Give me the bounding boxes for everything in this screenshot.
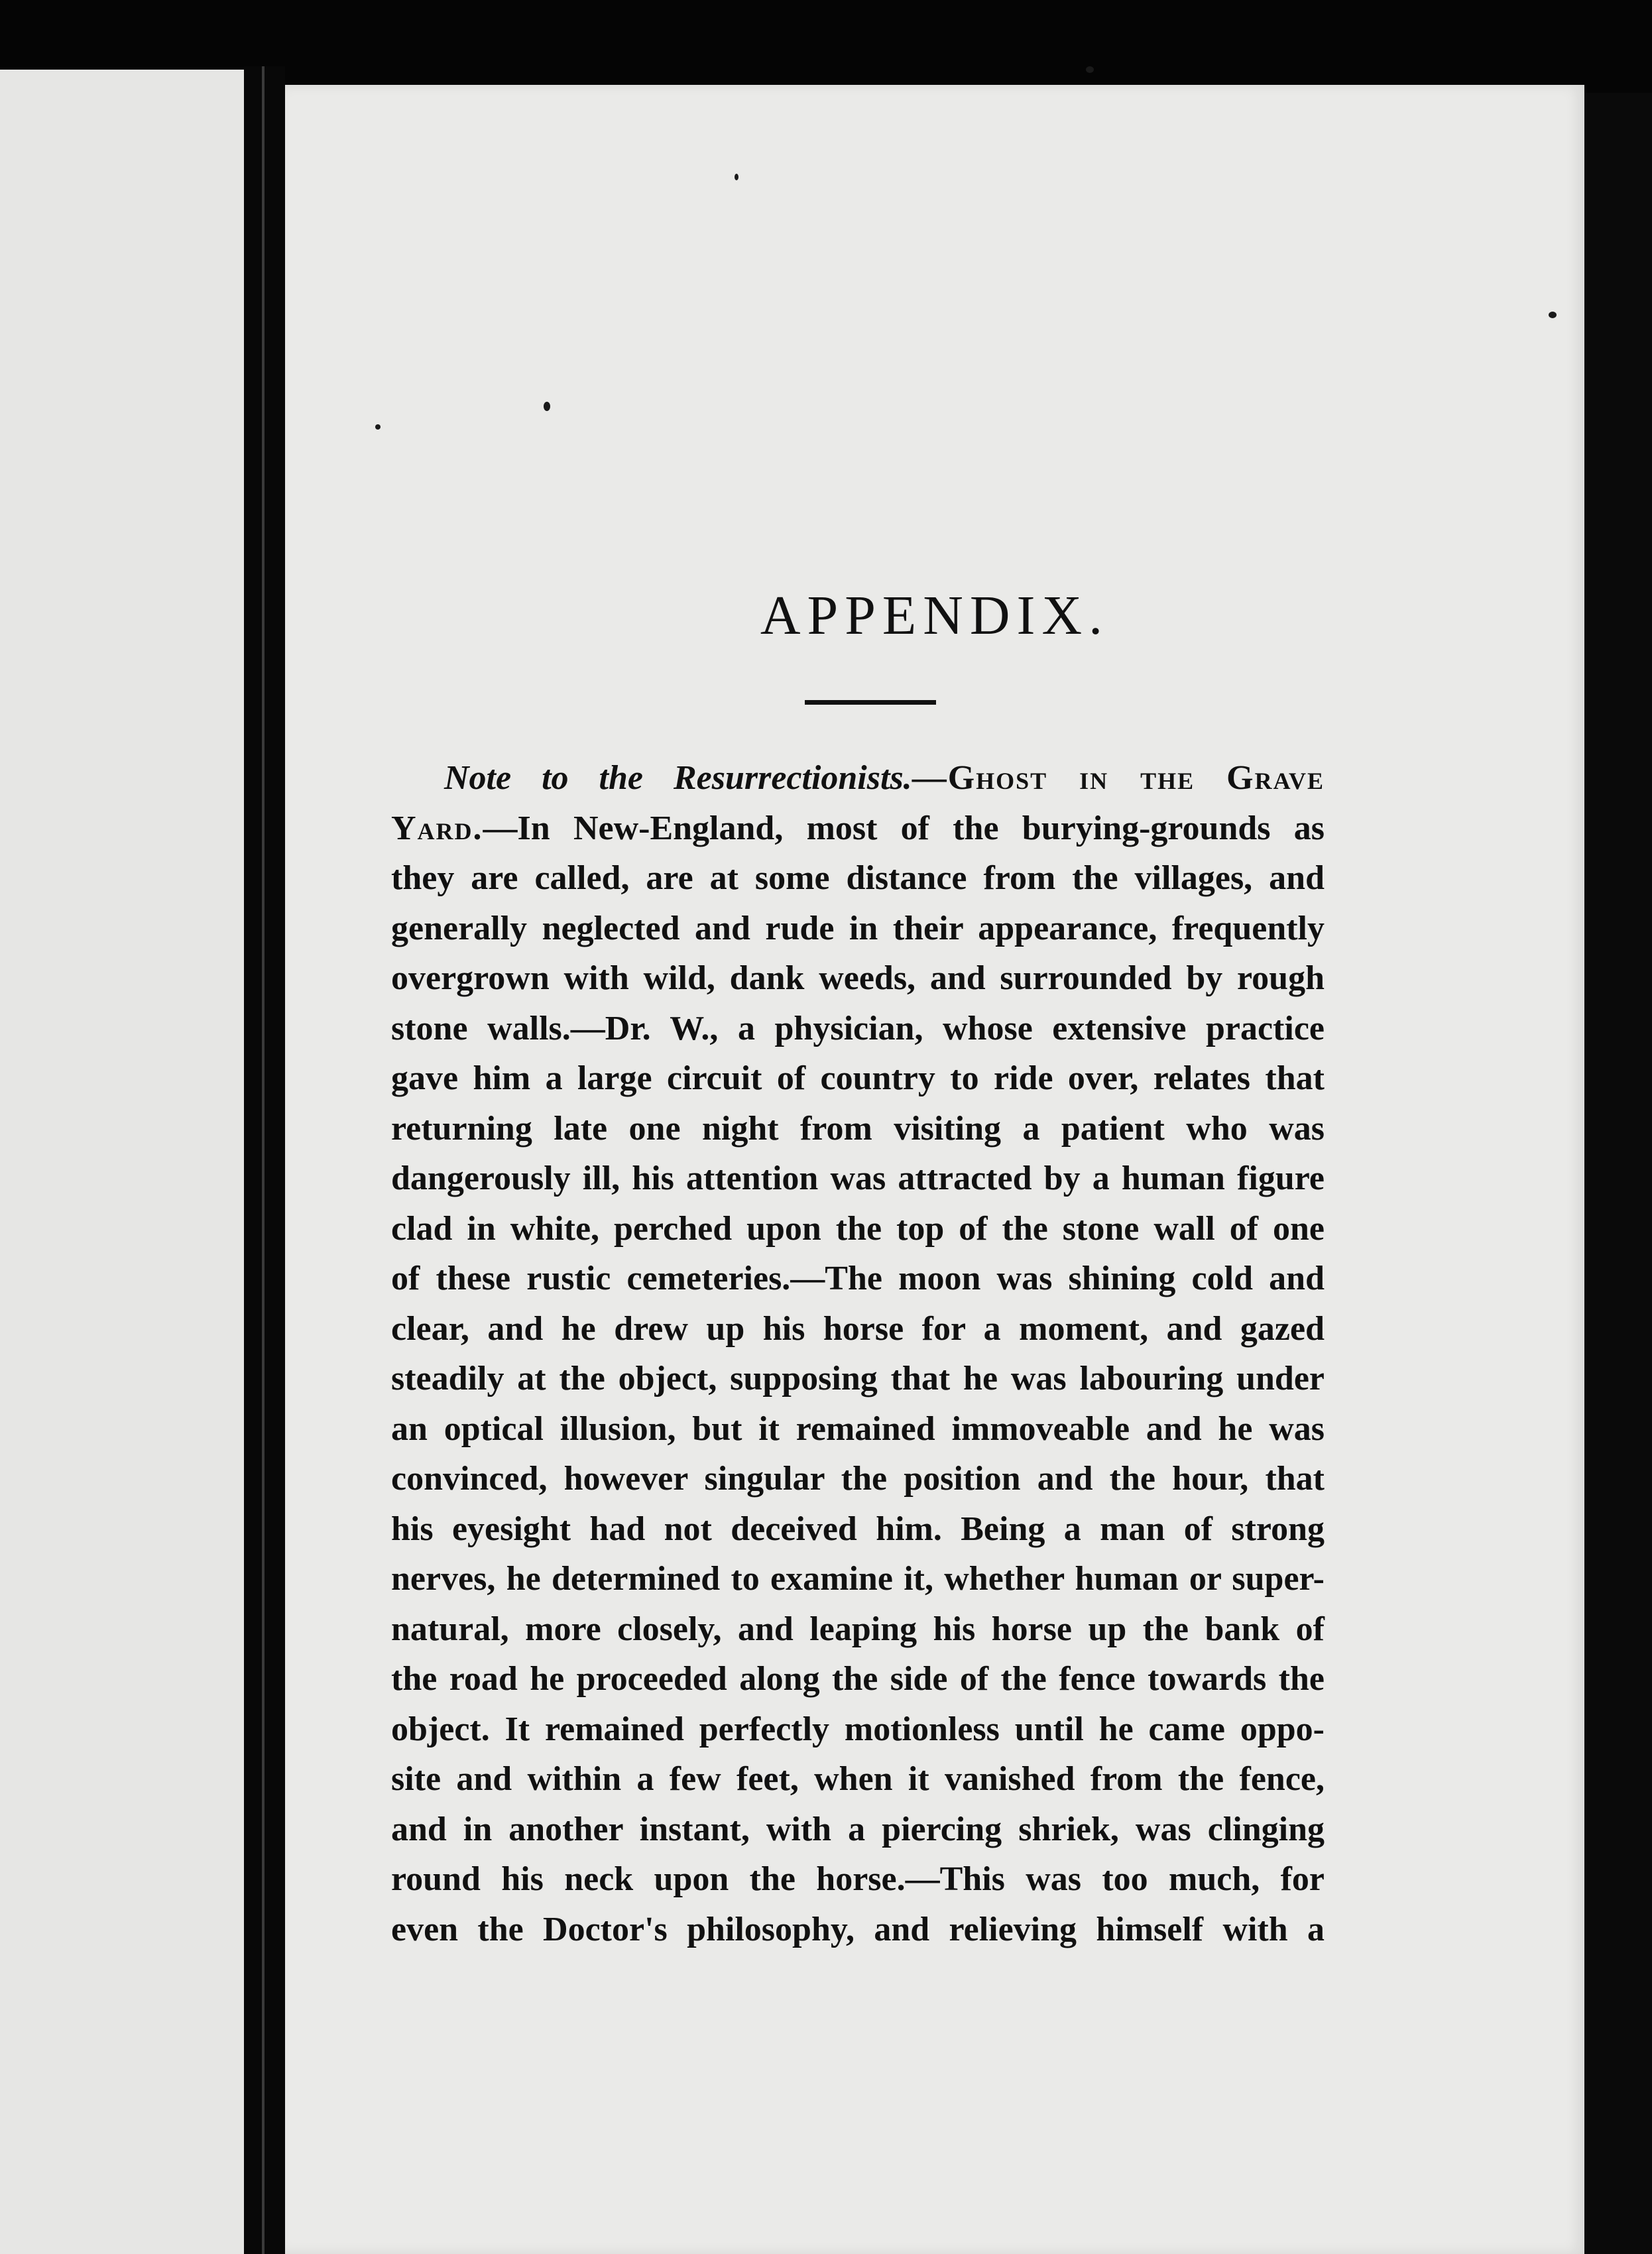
text-line: of these rustic cemeteries.—The moon was shining cold and xyxy=(391,1260,1325,1297)
ink-speck xyxy=(1549,312,1557,318)
right-page-border xyxy=(1584,93,1652,2254)
text-line: object. It remained perfectly motionless until he came oppo- xyxy=(391,1710,1325,1748)
ink-speck xyxy=(375,424,381,430)
ink-speck xyxy=(735,174,738,180)
text-line: returning late one night from visiting a patient who was xyxy=(391,1109,1325,1148)
text-line-content: —In New-England, most of the burying-grounds as xyxy=(483,809,1325,847)
text-line: they are called, are at some distance from the villages, and xyxy=(391,859,1325,897)
text-line: overgrown with wild, dank weeds, and surrounded by rough xyxy=(391,959,1325,997)
text-line: dangerously ill, his attention was attracted by a human figure xyxy=(391,1159,1325,1197)
text-line: natural, more closely, and leaping his horse up the bank of xyxy=(391,1610,1325,1648)
text-line: gave him a large circuit of country to ride over, relates that xyxy=(391,1059,1325,1097)
left-page-edge xyxy=(0,70,244,2254)
ink-speck xyxy=(1086,66,1094,73)
text-line: round his neck upon the horse.—This was too much, for xyxy=(391,1860,1325,1898)
text-line: his eyesight had not deceived him. Being a man of strong xyxy=(391,1510,1325,1548)
appendix-paragraph xyxy=(391,753,1325,1954)
text-line: nerves, he determined to examine it, whether human or super- xyxy=(391,1560,1325,1598)
text-line: clad in white, perched upon the top of the stone wall of one xyxy=(391,1209,1325,1248)
text-line: the road he proceeded along the side of the fence towards the xyxy=(391,1660,1325,1698)
text-line: convinced, however singular the position and the hour, that xyxy=(391,1460,1325,1498)
text-line: stone walls.—Dr. W., a physician, whose extensive practice xyxy=(391,1009,1325,1047)
text-line: site and within a few feet, when it vanished from the fence, xyxy=(391,1760,1325,1798)
text-line xyxy=(391,803,1325,854)
book-gutter xyxy=(244,66,285,2254)
text-line: even the Doctor's philosophy, and relieving himself with a xyxy=(391,1910,1325,1948)
text-line: an optical illusion, but it remained immoveable and he was xyxy=(391,1409,1325,1448)
page-heading: APPENDIX. xyxy=(760,585,1110,646)
ink-speck xyxy=(544,402,550,411)
section-title-end: Yard. xyxy=(391,809,483,847)
text-line: generally neglected and rude in their appearance, frequently xyxy=(391,909,1325,947)
gutter-edge xyxy=(262,66,265,2254)
text-line: steadily at the object, supposing that he was labouring under xyxy=(391,1360,1325,1397)
text-line: clear, and he drew up his horse for a moment, and gazed xyxy=(391,1309,1325,1348)
heading-rule xyxy=(805,700,936,705)
section-title: —Ghost in the Grave xyxy=(912,759,1325,797)
paragraph-first-line xyxy=(391,753,1325,803)
text-line: and in another instant, with a piercing shriek, was clinging xyxy=(391,1810,1325,1848)
note-title: Note to the Resurrectionists. xyxy=(444,759,912,797)
